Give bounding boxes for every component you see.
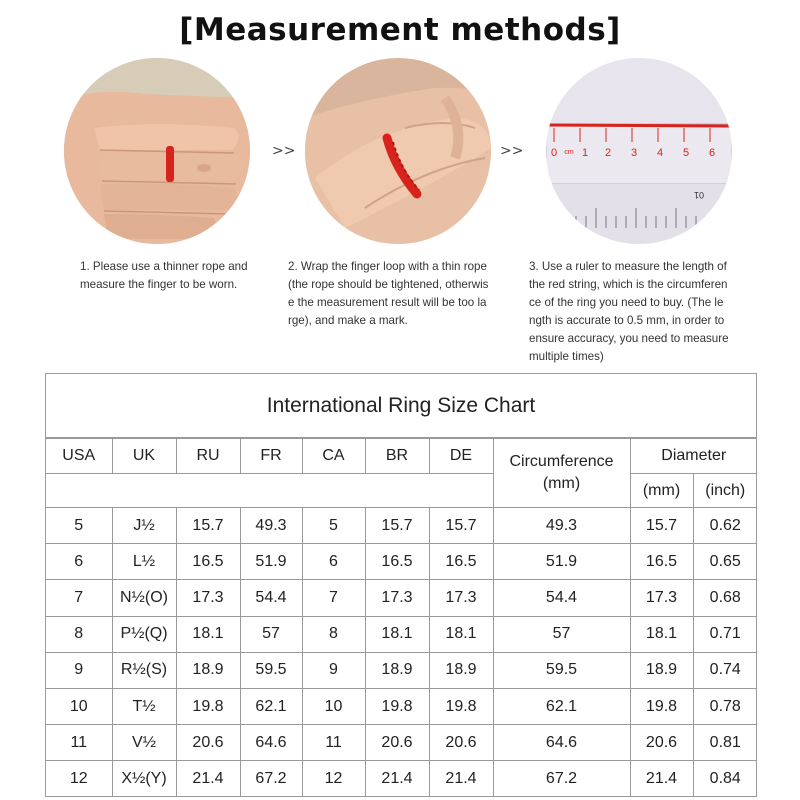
table-row xyxy=(46,761,757,797)
cell-circumference: 51.9 xyxy=(493,544,630,580)
cell-fr: 67.2 xyxy=(240,761,302,797)
cell-ru: 18.1 xyxy=(176,616,240,652)
cell-circumference: 57 xyxy=(493,616,630,652)
cell-diameter-mm: 20.6 xyxy=(630,725,693,761)
cell-circumference: 54.4 xyxy=(493,580,630,616)
cell-uk: X½(Y) xyxy=(112,761,176,797)
cell-usa: 12 xyxy=(46,761,112,797)
cell-diameter-inch: 0.74 xyxy=(693,652,757,688)
cell-diameter-inch: 0.71 xyxy=(693,616,757,652)
ring-size-table xyxy=(46,438,757,797)
col-header-ca: CA xyxy=(302,439,365,474)
cell-circumference: 59.5 xyxy=(493,652,630,688)
cell-br: 16.5 xyxy=(365,544,429,580)
cell-ru: 15.7 xyxy=(176,508,240,544)
cell-fr: 49.3 xyxy=(240,508,302,544)
cell-diameter-mm: 16.5 xyxy=(630,544,693,580)
cell-circumference: 62.1 xyxy=(493,688,630,724)
table-row xyxy=(46,652,757,688)
cell-diameter-mm: 21.4 xyxy=(630,761,693,797)
cell-de: 17.3 xyxy=(429,580,493,616)
col-header-diameter-inch: (inch) xyxy=(693,474,757,508)
cell-ru: 16.5 xyxy=(176,544,240,580)
cell-diameter-mm: 17.3 xyxy=(630,580,693,616)
chart-title: International Ring Size Chart xyxy=(46,374,756,438)
cell-uk: V½ xyxy=(112,725,176,761)
cell-usa: 9 xyxy=(46,652,112,688)
table-row xyxy=(46,580,757,616)
cell-ru: 17.3 xyxy=(176,580,240,616)
col-header-diameter: Diameter xyxy=(630,439,757,474)
cell-ca: 12 xyxy=(302,761,365,797)
header-spacer xyxy=(46,474,493,508)
cell-de: 16.5 xyxy=(429,544,493,580)
step-3-text: 3. Use a ruler to measure the length of the red string, which is the circumferen ce of the ring you need to buy. (The le ngth is accurate to 0.5 mm, in order to ensure accuracy, you need to measure multiple times) xyxy=(529,260,729,363)
cell-circumference: 64.6 xyxy=(493,725,630,761)
cell-uk: L½ xyxy=(112,544,176,580)
cell-diameter-mm: 18.1 xyxy=(630,616,693,652)
table-row xyxy=(46,544,757,580)
cell-diameter-inch: 0.84 xyxy=(693,761,757,797)
step-1-photo xyxy=(64,58,250,244)
table-row xyxy=(46,725,757,761)
ruler-number: 1 xyxy=(581,147,589,159)
step-3-photo xyxy=(546,58,732,244)
cell-fr: 64.6 xyxy=(240,725,302,761)
cell-usa: 10 xyxy=(46,688,112,724)
cell-usa: 11 xyxy=(46,725,112,761)
col-header-de: DE xyxy=(429,439,493,474)
cell-de: 19.8 xyxy=(429,688,493,724)
cell-fr: 54.4 xyxy=(240,580,302,616)
cell-ca: 7 xyxy=(302,580,365,616)
cell-circumference: 49.3 xyxy=(493,508,630,544)
cell-usa: 6 xyxy=(46,544,112,580)
cell-diameter-inch: 0.81 xyxy=(693,725,757,761)
cell-diameter-inch: 0.65 xyxy=(693,544,757,580)
cell-fr: 59.5 xyxy=(240,652,302,688)
ruler-lower-number: 01 xyxy=(693,190,704,200)
cell-fr: 62.1 xyxy=(240,688,302,724)
cell-ru: 18.9 xyxy=(176,652,240,688)
cell-fr: 57 xyxy=(240,616,302,652)
cell-uk: R½(S) xyxy=(112,652,176,688)
cell-br: 18.9 xyxy=(365,652,429,688)
cell-diameter-inch: 0.78 xyxy=(693,688,757,724)
cell-diameter-mm: 15.7 xyxy=(630,508,693,544)
col-header-usa: USA xyxy=(46,439,112,474)
cell-ru: 21.4 xyxy=(176,761,240,797)
col-header-br: BR xyxy=(365,439,429,474)
col-header-fr: FR xyxy=(240,439,302,474)
cell-ca: 8 xyxy=(302,616,365,652)
cell-br: 19.8 xyxy=(365,688,429,724)
cell-ca: 10 xyxy=(302,688,365,724)
ruler-number: 0 xyxy=(550,147,558,159)
cell-ru: 19.8 xyxy=(176,688,240,724)
table-row xyxy=(46,688,757,724)
cell-uk: P½(Q) xyxy=(112,616,176,652)
cell-usa: 7 xyxy=(46,580,112,616)
col-header-circumference: Circumference (mm) xyxy=(493,439,630,508)
cell-diameter-inch: 0.68 xyxy=(693,580,757,616)
table-row xyxy=(46,508,757,544)
step-2-text: 2. Wrap the finger loop with a thin rope (the rope should be tightened, otherwis e the measurement result will be too la rge), and make a mark. xyxy=(288,260,489,327)
cell-fr: 51.9 xyxy=(240,544,302,580)
cell-br: 20.6 xyxy=(365,725,429,761)
cell-ca: 5 xyxy=(302,508,365,544)
table-row xyxy=(46,616,757,652)
cell-ca: 6 xyxy=(302,544,365,580)
cell-de: 18.1 xyxy=(429,616,493,652)
cell-de: 15.7 xyxy=(429,508,493,544)
col-header-diameter-mm: (mm) xyxy=(630,474,693,508)
cell-diameter-mm: 19.8 xyxy=(630,688,693,724)
cell-uk: J½ xyxy=(112,508,176,544)
cell-ru: 20.6 xyxy=(176,725,240,761)
cell-usa: 8 xyxy=(46,616,112,652)
cell-ca: 9 xyxy=(302,652,365,688)
col-header-ru: RU xyxy=(176,439,240,474)
ruler-number: 3 xyxy=(630,147,638,159)
ruler-number: 6 xyxy=(708,147,716,159)
page-title: [Measurement methods] xyxy=(179,12,621,48)
cell-br: 18.1 xyxy=(365,616,429,652)
cell-de: 20.6 xyxy=(429,725,493,761)
cell-usa: 5 xyxy=(46,508,112,544)
cell-uk: T½ xyxy=(112,688,176,724)
cell-de: 18.9 xyxy=(429,652,493,688)
step-1-text: 1. Please use a thinner rope and measure the finger to be worn. xyxy=(80,260,248,291)
ruler-number: 5 xyxy=(682,147,690,159)
cell-br: 17.3 xyxy=(365,580,429,616)
cell-diameter-mm: 18.9 xyxy=(630,652,693,688)
cell-br: 15.7 xyxy=(365,508,429,544)
step-2-photo xyxy=(305,58,491,244)
ruler-number: 2 xyxy=(604,147,612,159)
cell-de: 21.4 xyxy=(429,761,493,797)
arrow-1: >> xyxy=(272,143,296,159)
ruler-unit: cm xyxy=(564,149,574,156)
ring-size-chart xyxy=(45,373,757,797)
cell-circumference: 67.2 xyxy=(493,761,630,797)
cell-br: 21.4 xyxy=(365,761,429,797)
cell-diameter-inch: 0.62 xyxy=(693,508,757,544)
arrow-2: >> xyxy=(500,143,524,159)
cell-ca: 11 xyxy=(302,725,365,761)
ruler-number: 4 xyxy=(656,147,664,159)
cell-uk: N½(O) xyxy=(112,580,176,616)
col-header-uk: UK xyxy=(112,439,176,474)
